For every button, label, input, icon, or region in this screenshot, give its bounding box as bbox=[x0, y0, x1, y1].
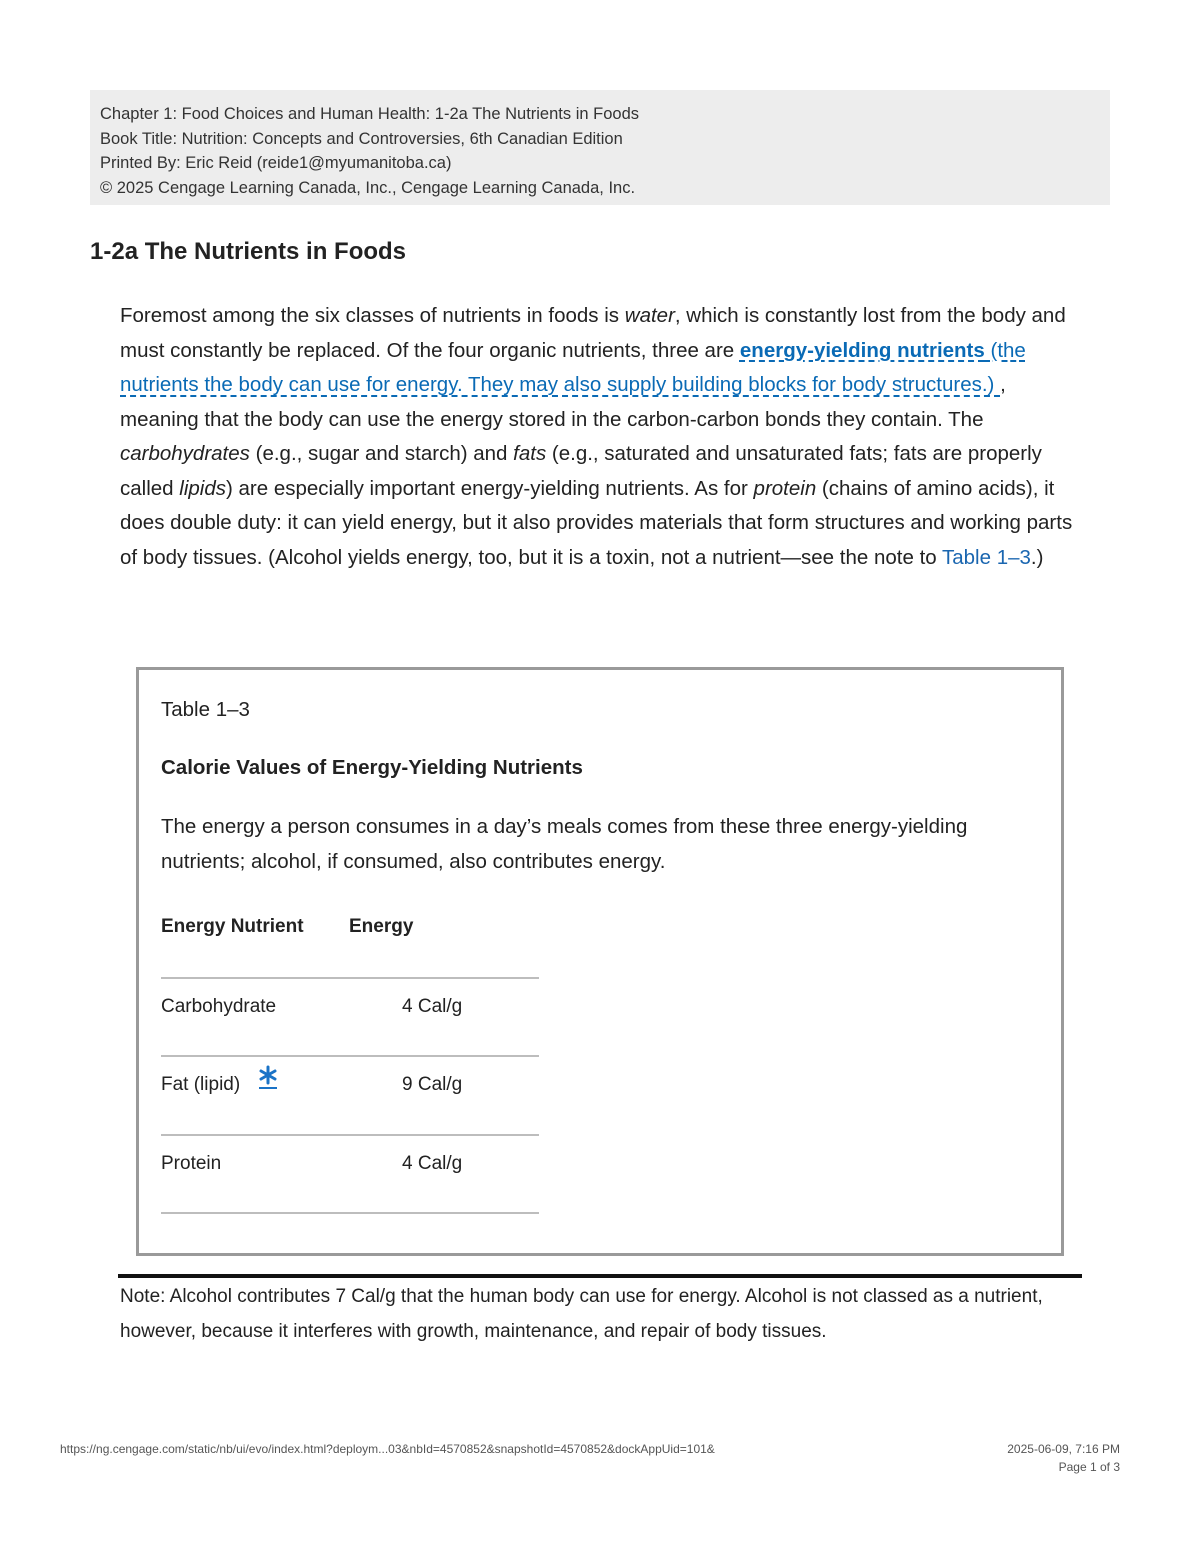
term-lipids: lipids bbox=[179, 476, 226, 500]
table-reference-link[interactable]: Table 1–3 bbox=[942, 545, 1031, 569]
text-run: , meaning that the body can use the energy stored in the carbon-carbon bonds they contain. The bbox=[120, 373, 1006, 431]
term-protein: protein bbox=[753, 476, 817, 500]
table-divider bbox=[161, 1212, 539, 1214]
body-paragraph bbox=[120, 299, 1080, 575]
text-run: Foremost among the six classes of nutrients in foods is bbox=[120, 304, 625, 327]
table-divider bbox=[161, 977, 539, 979]
table-divider bbox=[161, 1055, 539, 1057]
footer-url: https://ng.cengage.com/static/nb/ui/evo/index.html?deploym...03&nbId=4570852&snapshotId=4570852&dockAppUid=101& bbox=[60, 1442, 715, 1456]
table-note: Note: Alcohol contributes 7 Cal/g that the human body can use for energy. Alcohol is not classed as a nutrient, however, because it interferes with growth, maintenance, and repair of body tissues. bbox=[120, 1286, 1043, 1342]
text-run: ) are especially important energy-yielding nutrients. As for bbox=[225, 476, 754, 500]
footer-page-number: Page 1 of 3 bbox=[1058, 1460, 1120, 1474]
section-title: 1-2a The Nutrients in Foods bbox=[90, 238, 407, 265]
table-figure bbox=[136, 667, 1064, 1256]
term-carbohydrates: carbohydrates bbox=[120, 442, 250, 465]
column-header-energy: Energy bbox=[349, 916, 414, 937]
book-title-line: Book Title: Nutrition: Concepts and Controversies, 6th Canadian Edition bbox=[100, 129, 623, 148]
column-header-nutrient: Energy Nutrient bbox=[161, 916, 304, 937]
table-cell-energy: 9 Cal/g bbox=[402, 1074, 463, 1095]
key-term-text: energy-yielding nutrients bbox=[739, 338, 985, 362]
footer-datetime: 2025-06-09, 7:16 PM bbox=[1007, 1442, 1120, 1456]
copyright-line: © 2025 Cengage Learning Canada, Inc., Cengage Learning Canada, Inc. bbox=[100, 178, 636, 197]
table-divider bbox=[161, 1134, 539, 1136]
term-fats: fats bbox=[513, 442, 547, 465]
asterisk-link-icon[interactable] bbox=[257, 1065, 279, 1091]
text-run: , which is constantly lost from the body and must constantly be replaced. Of the four organic nutrients, three are bbox=[120, 304, 1066, 362]
text-run: .) bbox=[1030, 545, 1044, 569]
table-cell-energy: 4 Cal/g bbox=[402, 1153, 463, 1174]
table-cell-energy: 4 Cal/g bbox=[402, 996, 463, 1017]
print-header bbox=[90, 90, 1110, 205]
text-run: (e.g., saturated and unsaturated fats; fats are properly called bbox=[120, 442, 1042, 500]
table-label: Table 1–3 bbox=[161, 698, 250, 721]
term-water: water bbox=[624, 304, 675, 327]
table-title: Calorie Values of Energy-Yielding Nutrients bbox=[161, 756, 583, 779]
text-run: (chains of amino acids), it does double duty: it can yield energy, but it also provides materials that form structures and working parts of body tissues. (Alcohol yields energy, too, but it is a toxin, not a nutrient—see the note to bbox=[120, 476, 1073, 569]
chapter-line: Chapter 1: Food Choices and Human Health: 1-2a The Nutrients in Foods bbox=[100, 105, 639, 123]
key-term-definition: (the nutrients the body can use for energy. They may also supply building blocks for body structures.) bbox=[120, 338, 1026, 396]
table-cell-nutrient: Protein bbox=[161, 1153, 222, 1174]
printed-by-line: Printed By: Eric Reid (reide1@myumanitoba.ca) bbox=[100, 154, 452, 172]
table-caption: The energy a person consumes in a day’s meals comes from these three energy-yielding nutrients; alcohol, if consumed, also contributes energy. bbox=[161, 815, 968, 873]
note-divider bbox=[118, 1274, 1082, 1278]
text-run: (e.g., sugar and starch) and bbox=[249, 442, 514, 465]
table-cell-nutrient: Fat (lipid) bbox=[161, 1074, 241, 1095]
table-cell-nutrient: Carbohydrate bbox=[161, 996, 277, 1017]
